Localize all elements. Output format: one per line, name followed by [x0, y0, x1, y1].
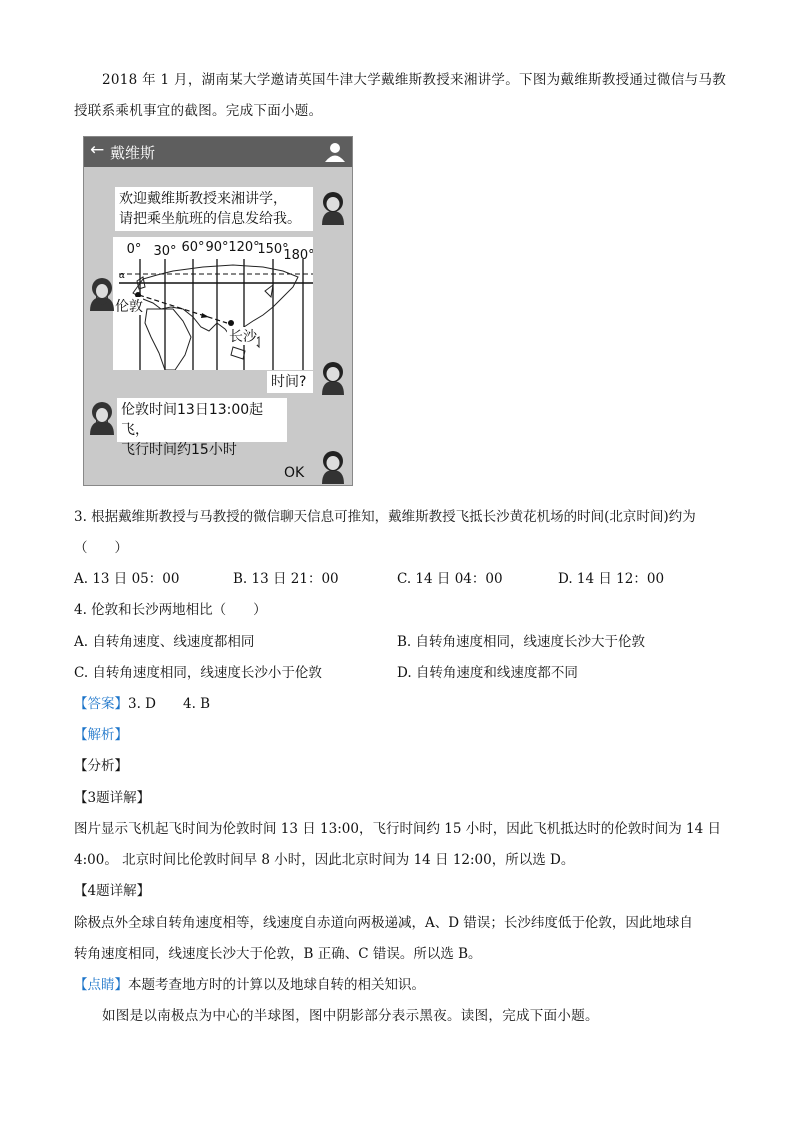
- lon-label-120: 120°: [228, 240, 260, 255]
- fenxi-tag: 【分析】: [74, 758, 128, 774]
- comment-text: 本题考查地方时的计算以及地球自转的相关知识。: [128, 977, 425, 993]
- q3-option-a: A. 13 日 05：00: [74, 571, 180, 587]
- q3-stem: 3. 根据戴维斯教授与马教授的微信聊天信息可推知，戴维斯教授飞抵长沙黄花机场的时间(北京时间)约为: [74, 509, 696, 525]
- lon-label-30: 30°: [153, 244, 177, 259]
- q4-option-a: A. 自转角速度、线速度都相同: [74, 634, 255, 650]
- chat-message-ok: OK: [284, 465, 305, 481]
- person-icon: [324, 141, 346, 163]
- intro-line-1: 2018 年 1 月，湖南某大学邀请英国牛津大学戴维斯教授来湘讲学。下图为戴维斯教授通过微信与马教: [102, 72, 727, 88]
- chat-message-welcome: [115, 187, 313, 231]
- q4-detail-title: 【4题详解】: [74, 883, 151, 899]
- intro-line-2: 授联系乘机事宜的截图。完成下面小题。: [74, 103, 323, 119]
- contact-name: 戴维斯: [110, 144, 156, 162]
- q3-option-c: C. 14 日 04：00: [397, 571, 503, 587]
- answer-line: [74, 692, 210, 712]
- lon-label-60: 60°: [181, 240, 205, 255]
- avatar-davis: [87, 275, 117, 311]
- message-text: 请把乘坐航班的信息发给我。: [119, 211, 301, 227]
- jiexi-tag: 【解析】: [74, 727, 128, 743]
- avatar-ma: [318, 189, 348, 225]
- lon-label-0: 0°: [126, 242, 142, 257]
- q4-detail-line-2: 转角速度相同，线速度长沙大于伦敦，B 正确、C 错误。所以选 B。: [74, 946, 482, 962]
- q3-option-d: D. 14 日 12：00: [558, 571, 665, 587]
- lon-label-180: 180°: [283, 248, 313, 263]
- q3-detail-line-2: 4:00。 北京时间比伦敦时间早 8 小时，因此北京时间为 14 日 12:00，所以选 D。: [74, 852, 575, 868]
- lon-label-90: 90°: [205, 240, 229, 255]
- latitude-label: α: [119, 271, 126, 281]
- avatar-davis: [87, 399, 117, 435]
- q3-option-b: B. 13 日 21：00: [233, 571, 339, 587]
- message-text: 飞行时间约15小时: [121, 442, 237, 458]
- label-london: 伦敦: [115, 299, 143, 315]
- chat-header: [84, 137, 352, 167]
- q4-option-c: C. 自转角速度相同，线速度长沙小于伦敦: [74, 665, 322, 681]
- q4-option-d: D. 自转角速度和线速度都不同: [397, 665, 578, 681]
- wechat-screenshot: [83, 136, 353, 486]
- chat-message-time: 时间?: [267, 371, 313, 393]
- avatar-ma: [318, 359, 348, 395]
- answer-tag: 【答案】: [74, 696, 128, 712]
- chat-message-flight-info: [117, 398, 287, 458]
- comment-tag: 【点睛】: [74, 977, 128, 993]
- q3-stem-bracket: （ ）: [74, 540, 128, 556]
- message-text: 伦敦时间13日13:00起飞，: [121, 402, 264, 438]
- message-text: 欢迎戴维斯教授来湘讲学，: [119, 191, 287, 207]
- lon-label-150: 150°: [257, 242, 289, 257]
- q4-stem: 4. 伦敦和长沙两地相比（ ）: [74, 602, 267, 618]
- avatar-ma: [318, 448, 348, 484]
- next-question-intro: 如图是以南极点为中心的半球图，图中阴影部分表示黑夜。读图，完成下面小题。: [102, 1008, 599, 1024]
- q3-detail-title: 【3题详解】: [74, 790, 151, 806]
- route-map: [113, 237, 313, 370]
- q3-detail-line-1: 图片显示飞机起飞时间为伦敦时间 13 日 13:00，飞行时间约 15 小时，因此飞机抵达时的伦敦时间为 14 日: [74, 821, 721, 837]
- back-arrow-icon: ←: [90, 140, 105, 160]
- answer-text: 3. D 4. B: [128, 696, 211, 712]
- chat-message-map: [113, 237, 313, 370]
- q4-detail-line-1: 除极点外全球自转角速度相等，线速度自赤道向两极递减，A、D 错误；长沙纬度低于伦敦，因此地球自: [74, 915, 693, 931]
- label-changsha: 长沙: [229, 329, 257, 345]
- comment-line: [74, 973, 425, 993]
- q4-option-b: B. 自转角速度相同，线速度长沙大于伦敦: [397, 634, 646, 650]
